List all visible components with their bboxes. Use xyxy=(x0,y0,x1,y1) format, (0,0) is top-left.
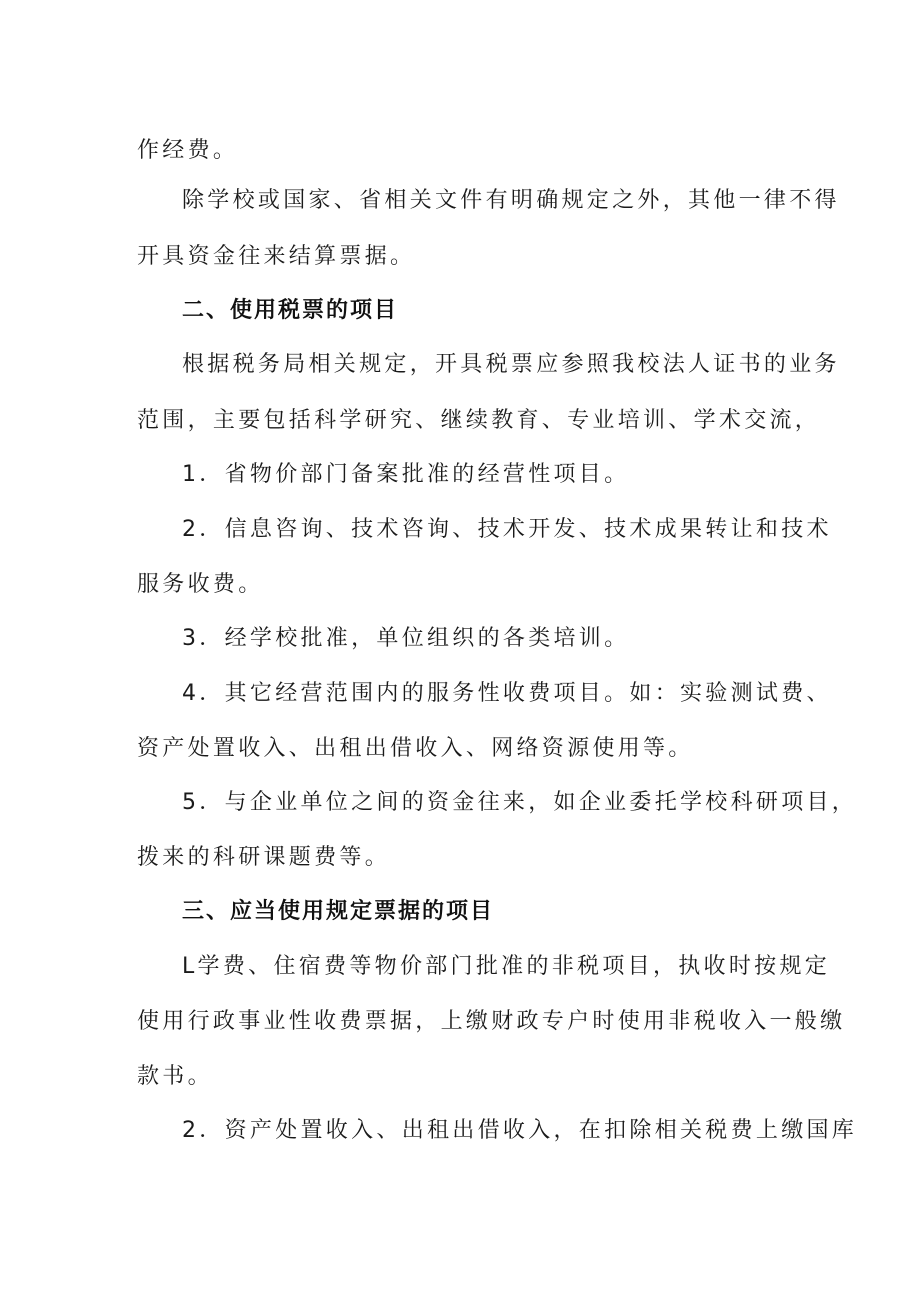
section-heading-3: 三、应当使用规定票据的项目 xyxy=(182,899,495,924)
paragraph-line: 范围，主要包括科学研究、继续教育、专业培训、学术交流， xyxy=(137,408,821,433)
paragraph-continuation-line: 作经费。 xyxy=(137,138,239,163)
list-item-2-continuation: 服务收费。 xyxy=(137,572,264,597)
list-item-1: 1．省物价部门备案批准的经营性项目。 xyxy=(182,462,630,487)
list-item-3: 3．经学校批准，单位组织的各类培训。 xyxy=(182,626,630,651)
paragraph-line: 除学校或国家、省相关文件有明确规定之外，其他一律不得 xyxy=(182,188,840,213)
paragraph-line: 开具资金往来结算票据。 xyxy=(137,244,416,269)
list-item-2b: 2．资产处置收入、出租出借收入，在扣除相关税费上缴国库 xyxy=(182,1118,858,1143)
list-item-4-continuation: 资产处置收入、出租出借收入、网络资源使用等。 xyxy=(137,736,694,761)
list-item-l-continuation: 款书。 xyxy=(137,1064,213,1089)
list-item-2: 2．信息咨询、技术咨询、技术开发、技术成果转让和技术 xyxy=(182,517,832,542)
list-item-4: 4．其它经营范围内的服务性收费项目。如：实验测试费、 xyxy=(182,681,832,706)
paragraph-line: 根据税务局相关规定，开具税票应参照我校法人证书的业务 xyxy=(182,352,840,377)
list-item-l: L学费、住宿费等物价部门批准的非税项目，执收时按规定 xyxy=(182,954,831,979)
list-item-l-continuation: 使用行政事业性收费票据，上缴财政专户时使用非税收入一般缴 xyxy=(137,1009,846,1034)
list-item-5-continuation: 拨来的科研课题费等。 xyxy=(137,845,391,870)
section-heading-2: 二、使用税票的项目 xyxy=(182,298,399,323)
list-item-5: 5．与企业单位之间的资金往来，如企业委托学校科研项目， xyxy=(182,790,858,815)
